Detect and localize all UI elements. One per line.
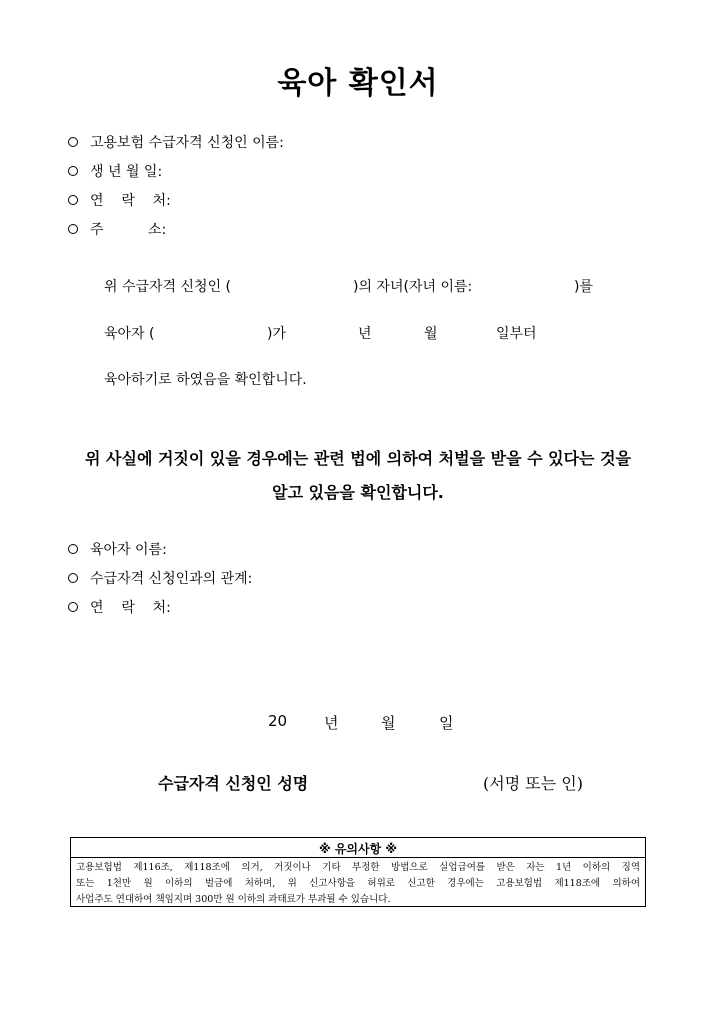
date-day: 일 <box>439 714 454 732</box>
statement-caregiver-open: 육아자 ( <box>104 326 155 342</box>
date-prefix: 20 <box>268 712 288 730</box>
field-label: 수급자격 신청인과의 관계: <box>90 571 253 587</box>
circle-bullet-icon <box>68 166 78 176</box>
field-label: 생 년 월 일: <box>90 164 163 180</box>
statement-applicant-open: 위 수급자격 신청인 ( <box>104 279 232 295</box>
circle-bullet-icon <box>68 224 78 234</box>
signature-label: 수급자격 신청인 성명 <box>158 774 309 793</box>
caregiver-contact-field[interactable] <box>68 597 171 617</box>
circle-bullet-icon <box>68 602 78 612</box>
statement-caregiver-close: )가 <box>267 326 286 342</box>
caution-text <box>71 858 645 908</box>
address-field[interactable] <box>68 219 166 239</box>
statement-day: 일부터 <box>496 326 537 342</box>
signature-hint[interactable]: (서명 또는 인) <box>483 774 583 793</box>
field-label: 고용보험 수급자격 신청인 이름: <box>90 135 284 151</box>
circle-bullet-icon <box>68 544 78 554</box>
caution-line: 사업주도 연대하여 책임지며 300만 원 이하의 과태료가 부과될 수 있습니다. <box>76 894 391 905</box>
statement-child-close: )를 <box>574 279 593 295</box>
date-month: 월 <box>381 714 396 732</box>
caution-title: ※ 유의사항 ※ <box>318 842 398 856</box>
field-label: 연 락 처: <box>90 193 171 209</box>
page-title: 육아 확인서 <box>277 66 439 101</box>
field-label: 연 락 처: <box>90 600 171 616</box>
statement-month: 월 <box>424 326 438 342</box>
circle-bullet-icon <box>68 195 78 205</box>
caution-box <box>70 837 646 907</box>
statement-year: 년 <box>358 326 372 342</box>
field-label: 육아자 이름: <box>90 542 167 558</box>
circle-bullet-icon <box>68 573 78 583</box>
field-label: 주 소: <box>90 222 167 238</box>
date-year: 년 <box>324 714 339 732</box>
applicant-name-field[interactable] <box>68 132 284 152</box>
circle-bullet-icon <box>68 137 78 147</box>
caution-line: 또는 1천만 원 이하의 벌금에 처하며, 위 신고사항을 허위로 신고한 경우에는 고용보험법 제118조에 의하여 <box>76 878 640 889</box>
birthdate-field[interactable] <box>68 161 162 181</box>
caution-line: 고용보험법 제116조, 제118조에 의거, 거짓이나 기타 부정한 방법으로 실업급여를 받은 자는 1년 이하의 징역 <box>76 862 640 873</box>
caregiver-name-field[interactable] <box>68 539 167 559</box>
penalty-notice-line-2: 알고 있음을 확인합니다. <box>272 483 444 502</box>
relationship-field[interactable] <box>68 568 252 588</box>
contact-field[interactable] <box>68 190 171 210</box>
penalty-notice-line-1: 위 사실에 거짓이 있을 경우에는 관련 법에 의하여 처벌을 받을 수 있다는 것을 <box>85 449 631 468</box>
statement-child-name: )의 자녀(자녀 이름: <box>353 279 473 295</box>
statement-confirm: 육아하기로 하였음을 확인합니다. <box>104 372 307 388</box>
